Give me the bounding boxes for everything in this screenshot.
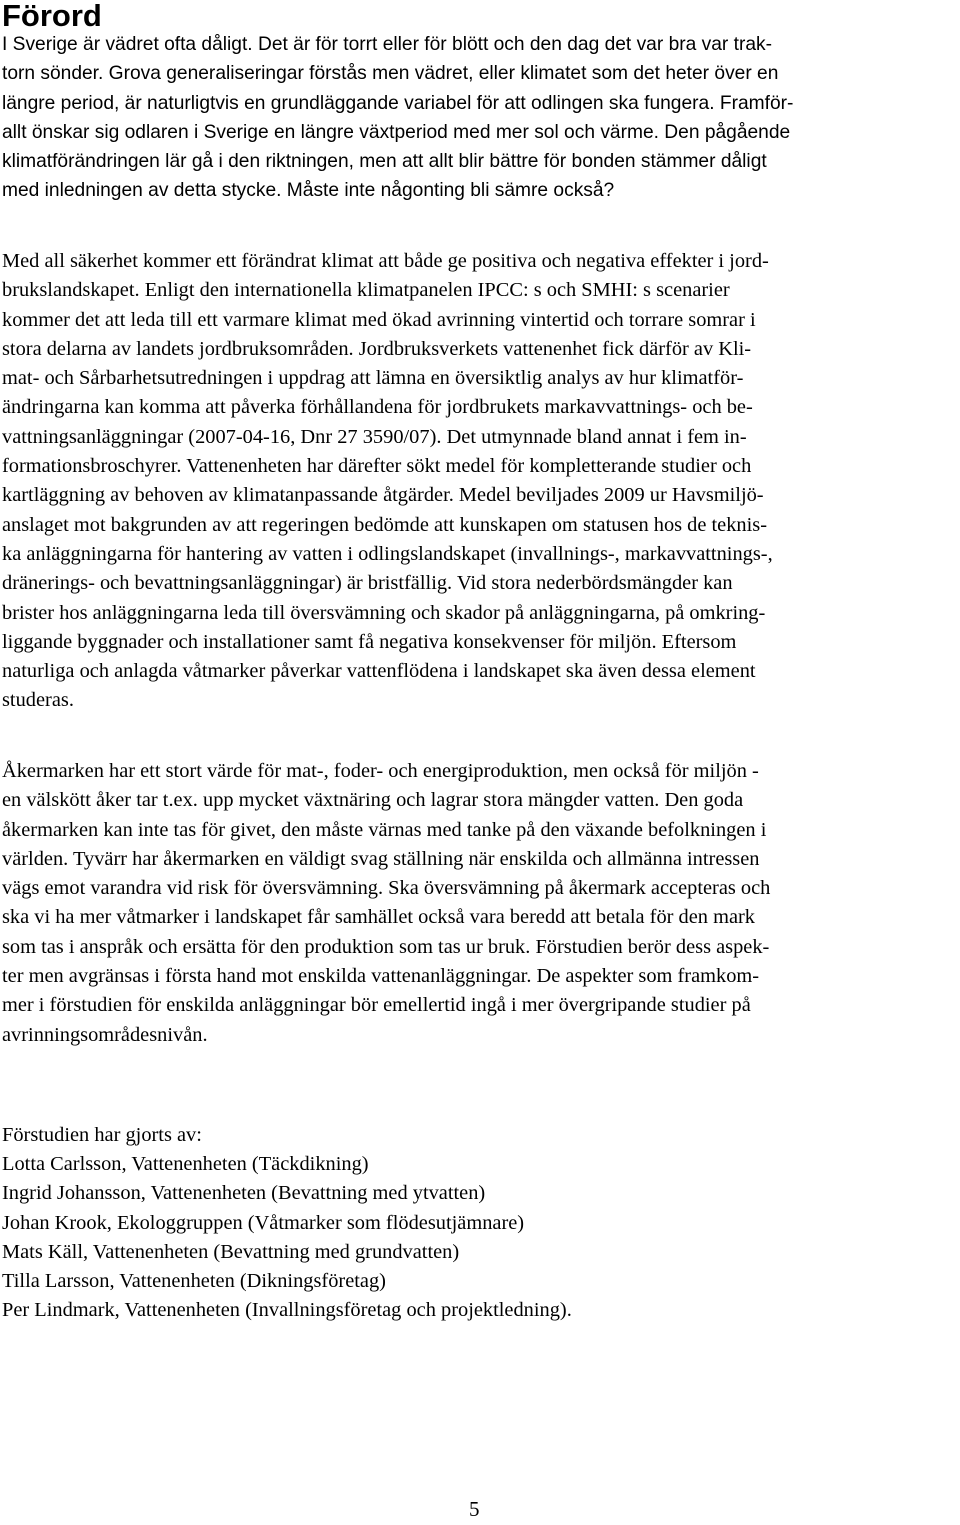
author-item: Mats Käll, Vattenenheten (Bevattning med grundvatten) xyxy=(2,1240,460,1263)
paragraph-line: mer i förstudien för enskilda anläggningar bör emellertid ingå i mer övergripande studier på xyxy=(2,994,751,1017)
paragraph-line: en välskött åker tar t.ex. upp mycket växtnäring och lagrar stora mängder vatten. Den goda xyxy=(2,789,744,812)
paragraph-line: längre period, är naturligtvis en grundläggande variabel för att odlingen ska fungera. Framför- xyxy=(2,92,794,114)
paragraph-line: åkermarken kan inte tas för givet, den måste värnas med tanke på den växande befolkningen i xyxy=(2,818,767,841)
paragraph-line: ter men avgränsas i första hand mot enskilda vattenanläggningar. De aspekter som framkom- xyxy=(2,965,760,988)
paragraph-line: som tas i anspråk och ersätta för den produktion som tas ur bruk. Förstudien berör dess aspek- xyxy=(2,935,770,958)
author-item: Lotta Carlsson, Vattenenheten (Täckdikning) xyxy=(2,1153,369,1176)
paragraph-line: klimatförändringen lär gå i den riktningen, men att allt blir bättre för bonden stämmer dåligt xyxy=(2,151,767,173)
paragraph-line: ka anläggningarna för hantering av vatten i odlingslandskapet (invallnings-, markavvattnings-, xyxy=(2,542,773,565)
paragraph-line: dränerings- och bevattningsanläggningar) är bristfällig. Vid stora nederbördsmängder kan xyxy=(2,572,733,595)
paragraph-line: kartläggning av behoven av klimatanpassande åtgärder. Medel beviljades 2009 ur Havsmiljö- xyxy=(2,484,764,507)
paragraph-line: med inledningen av detta stycke. Måste inte någonting bli sämre också? xyxy=(2,180,615,202)
paragraph-climate xyxy=(2,247,773,716)
paragraph-line: allt önskar sig odlaren i Sverige en längre växtperiod med mer sol och värme. Den pågående xyxy=(2,121,791,143)
paragraph-line: torn sönder. Grova generaliseringar förstås men vädret, eller klimatet som det heter över en xyxy=(2,63,779,85)
authors-intro: Förstudien har gjorts av: xyxy=(2,1124,202,1146)
paragraph-line: Åkermarken har ett stort värde för mat-, foder- och energiproduktion, men också för miljön - xyxy=(2,760,759,782)
paragraph-line: studeras. xyxy=(2,689,74,712)
paragraph-line: världen. Tyvärr har åkermarken en väldigt svag ställning när enskilda och allmänna intressen xyxy=(2,847,760,870)
paragraph-line: brukslandskapet. Enligt den internationella klimatpanelen IPCC: s och SMHI: s scenarier xyxy=(2,279,730,302)
author-item: Per Lindmark, Vattenenheten (Invallningsföretag och projektledning). xyxy=(2,1299,572,1322)
page-title: Förord xyxy=(2,0,102,33)
author-item: Ingrid Johansson, Vattenenheten (Bevattning med ytvatten) xyxy=(2,1182,486,1205)
paragraph-line: brister hos anläggningarna leda till översvämning och skador på anläggningarna, på omkring- xyxy=(2,601,766,624)
paragraph-line: vägs emot varandra vid risk för översvämning. Ska översvämning på åkermark accepteras och xyxy=(2,877,771,900)
paragraph-line: liggande byggnader och installationer samt få negativa konsekvenser för miljön. Eftersom xyxy=(2,630,737,653)
paragraph-line: Med all säkerhet kommer ett förändrat klimat att både ge positiva och negativa effekter i jord- xyxy=(2,250,769,272)
paragraph-line: naturliga och anlagda våtmarker påverkar vattenflödena i landskapet ska även dessa element xyxy=(2,660,756,683)
paragraph-line: vattningsanläggningar (2007-04-16, Dnr 27 3590/07). Det utmynnade bland annat i fem in- xyxy=(2,425,747,448)
paragraph-line: ska vi ha mer våtmarker i landskapet får samhället också vara beredd att betala för den mark xyxy=(2,906,755,929)
authors-section xyxy=(2,1121,572,1325)
paragraph-line: I Sverige är vädret ofta dåligt. Det är för torrt eller för blött och den dag det var bra var trak- xyxy=(2,34,772,55)
paragraph-intro xyxy=(2,30,793,206)
author-item: Johan Krook, Ekologgruppen (Våtmarker som flödesutjämnare) xyxy=(2,1211,525,1234)
paragraph-line: kommer det att leda till ett varmare klimat med ökad avrinning vintertid och torrare somrar i xyxy=(2,308,756,331)
author-item: Tilla Larsson, Vattenenheten (Dikningsföretag) xyxy=(2,1269,386,1292)
paragraph-line: avrinningsområdesnivån. xyxy=(2,1023,208,1046)
paragraph-line: mat- och Sårbarhetsutredningen i uppdrag att lämna en översiktlig analys av hur klimatför- xyxy=(2,367,744,390)
paragraph-line: formationsbroschyrer. Vattenenheten har därefter sökt medel för kompletterande studier och xyxy=(2,455,752,478)
paragraph-line: stora delarna av landets jordbruksområden. Jordbruksverkets vattenenhet fick därför av Kli- xyxy=(2,337,752,360)
page-number: 5 xyxy=(469,1497,480,1521)
paragraph-farmland xyxy=(2,757,770,1050)
paragraph-line: anslaget mot bakgrunden av att regeringen bedömde att kunskapen om statusen hos de teknis- xyxy=(2,513,768,536)
paragraph-line: ändringarna kan komma att påverka förhållandena för jordbrukets markavvattnings- och be- xyxy=(2,396,753,419)
